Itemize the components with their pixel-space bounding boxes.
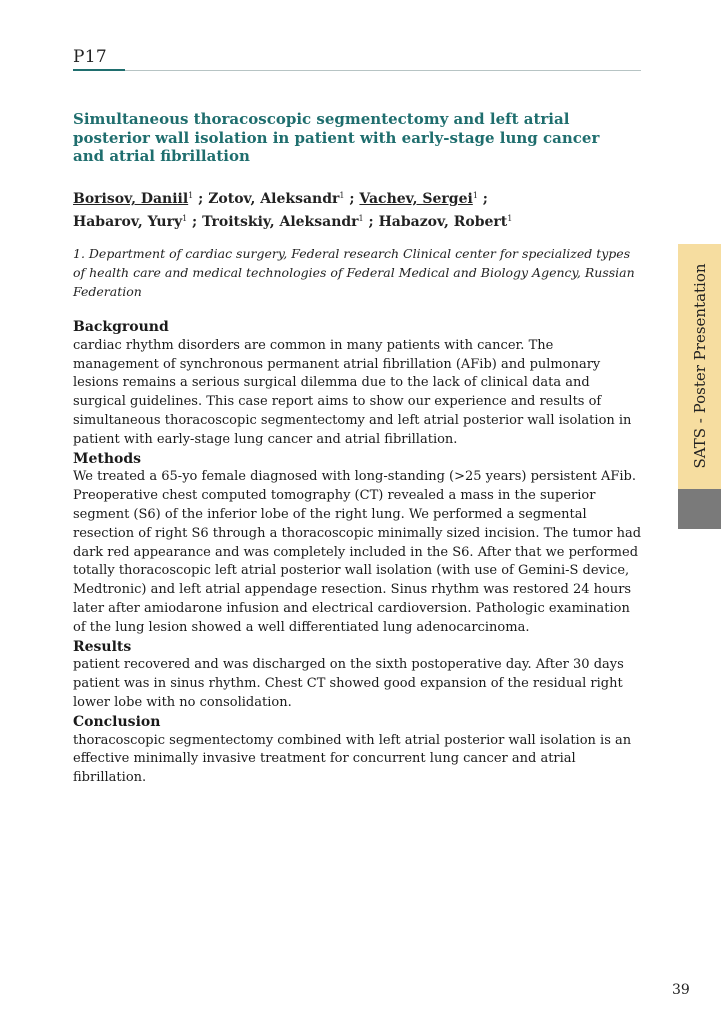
section-side-tab-marker — [678, 489, 721, 529]
page-number: 39 — [672, 982, 690, 998]
author-name: Troitskiy, Aleksandr — [202, 214, 359, 230]
header-rule-accent — [73, 69, 125, 71]
abstract-code: P17 — [73, 47, 107, 67]
author-separator: ; — [187, 214, 203, 230]
affiliation: 1. Department of cardiac surgery, Federal research Clinical center for specialized types of health care and medical technologies of Federal Medical and Biology Agency, Russian Federation — [73, 246, 635, 299]
results-heading: Results — [73, 638, 132, 655]
methods-heading: Methods — [73, 450, 142, 467]
author-affiliation-mark: 1 — [182, 214, 188, 223]
author-affiliation-mark: 1 — [188, 191, 194, 200]
author-3 — [359, 191, 488, 207]
author-4 — [73, 214, 202, 230]
author-name: Vachev, Sergei — [359, 191, 473, 207]
author-list — [73, 186, 633, 232]
author-name: Habarov, Yury — [73, 214, 183, 230]
conclusion-heading: Conclusion — [73, 713, 161, 730]
author-affiliation-mark: 1 — [339, 191, 345, 200]
author-2 — [208, 191, 359, 207]
author-5 — [202, 214, 378, 230]
abstract-body — [73, 318, 643, 788]
conclusion-text: thoracoscopic segmentectomy combined with left atrial posterior wall isolation is an effective minimally invasive treatment for concurrent lung cancer and atrial fibrillation. — [73, 732, 632, 786]
author-name: Habazov, Robert — [378, 214, 508, 230]
author-separator: ; — [344, 191, 360, 207]
author-separator: ; — [363, 214, 379, 230]
author-separator: ; — [477, 191, 488, 207]
background-heading: Background — [73, 319, 169, 335]
background-text: cardiac rhythm disorders are common in many patients with cancer. The management of synchronous permanent atrial fibrillation (AFib) and pulmonary lesions remains a serious surgical dilemma due to the lack of clinical data and surgical guidelines. This case report aims to show our experience and results of simultaneous thoracoscopic segmentectomy and left atrial posterior wall isolation in patient with early-stage lung cancer and atrial fibrillation. — [73, 337, 632, 447]
author-affiliation-mark: 1 — [358, 214, 364, 223]
abstract-title: Simultaneous thoracoscopic segmentectomy and left atrial posterior wall isolation in patient with early-stage lung cancer and atrial fibrillation — [73, 110, 600, 165]
author-1 — [73, 191, 208, 207]
author-6 — [379, 214, 513, 230]
author-name: Zotov, Aleksandr — [208, 191, 340, 207]
section-side-label: SATS - Poster Presentation — [691, 263, 709, 469]
methods-text: We treated a 65-yo female diagnosed with long-standing (>25 years) persistent AFib. Preoperative chest computed tomography (CT) revealed a mass in the superior segment (S6) of the inferior lobe of the right lung. We performed a segmental resection of right S6 through a thoracoscopic minimally sized incision. The tumor had dark red appearance and was completely included in the S6. After that we performed totally thoracoscopic left atrial posterior wall isolation (with use of Gemini-S device, Medtronic) and left atrial appendage resection. Sinus rhythm was restored 24 hours later after amiodarone infusion and electrical cardioversion. Pathologic examination of the lung lesion showed a well differentiated lung adenocarcinoma. — [73, 469, 642, 635]
author-name: Borisov, Daniil — [73, 191, 189, 207]
author-separator: ; — [193, 191, 209, 207]
author-affiliation-mark: 1 — [472, 191, 478, 200]
author-affiliation-mark: 1 — [507, 214, 513, 223]
results-text: patient recovered and was discharged on the sixth postoperative day. After 30 days patient was in sinus rhythm. Chest CT showed good expansion of the residual right lower lobe with no consolidation. — [73, 657, 624, 710]
header-rule — [73, 70, 641, 71]
